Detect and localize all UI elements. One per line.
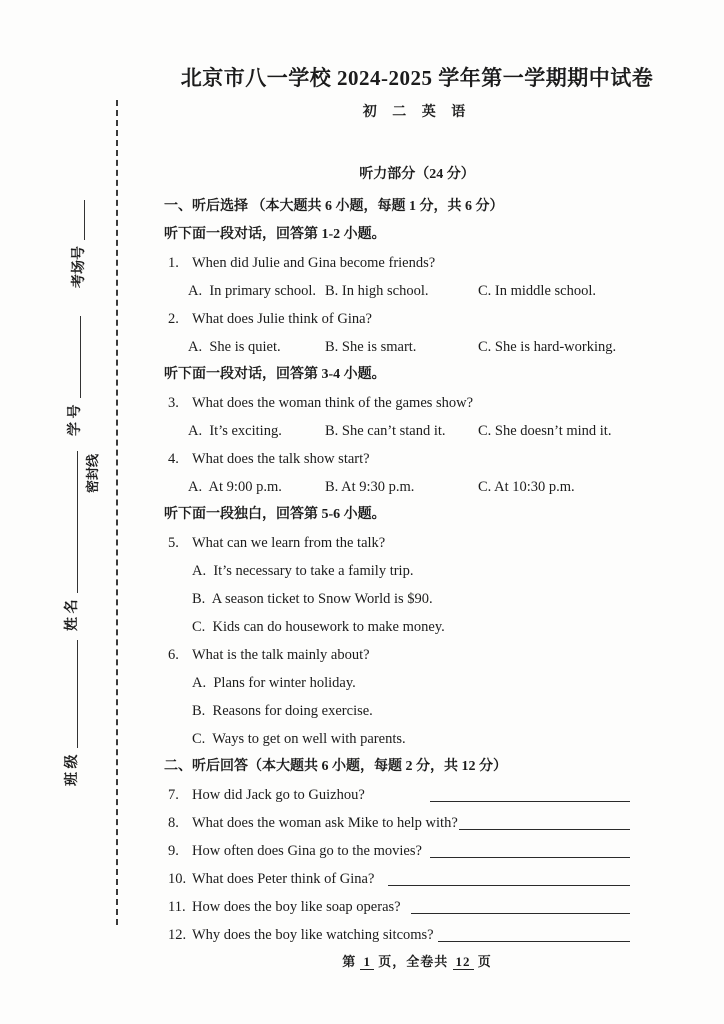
instruction: 听下面一段独白，回答第 5-6 小题。 bbox=[164, 507, 386, 522]
answer-blank-line bbox=[388, 885, 630, 886]
question-text: Why does the boy like watching sitcoms? bbox=[192, 927, 434, 943]
seal-field-blank bbox=[63, 641, 78, 749]
question-text: How did Jack go to Guizhou? bbox=[192, 787, 365, 803]
question-row bbox=[164, 781, 670, 809]
question-row bbox=[164, 865, 670, 893]
seal-field-class bbox=[43, 641, 80, 801]
question-row bbox=[164, 445, 670, 473]
question-row bbox=[164, 809, 670, 837]
seal-field-blank bbox=[66, 317, 81, 399]
page-footer bbox=[164, 951, 670, 970]
question-number: 5. bbox=[168, 535, 179, 551]
option-row: B. A season ticket to Snow World is $90. bbox=[192, 591, 433, 607]
question-row bbox=[164, 529, 670, 557]
part1-heading: 一、听后选择 （本大题共 6 小题，每题 1 分，共 6 分） bbox=[164, 199, 504, 214]
question-row bbox=[164, 249, 670, 277]
seal-field-blank bbox=[63, 452, 78, 594]
instruction: 听下面一段对话，回答第 3-4 小题。 bbox=[164, 367, 386, 382]
paper-subtitle: 初 二 英 语 bbox=[362, 105, 472, 120]
option-row bbox=[164, 277, 670, 305]
question-text: How does the boy like soap operas? bbox=[192, 899, 401, 915]
question-text: What does Julie think of Gina? bbox=[192, 311, 372, 327]
answer-blank-line bbox=[430, 857, 630, 858]
footer-text: 页，全卷共 bbox=[378, 954, 449, 969]
question-number: 10. bbox=[168, 871, 187, 887]
question-text: What is the talk mainly about? bbox=[192, 647, 370, 663]
option-c: C. In middle school. bbox=[478, 283, 597, 299]
question-row bbox=[164, 641, 670, 669]
question-text: How often does Gina go to the movies? bbox=[192, 843, 422, 859]
seal-field-name bbox=[43, 452, 80, 646]
question-number: 4. bbox=[168, 451, 179, 467]
option-a: A. In primary school. bbox=[188, 283, 317, 299]
option-a: A. She is quiet. bbox=[188, 339, 281, 355]
question-text: When did Julie and Gina become friends? bbox=[192, 255, 436, 271]
question-row bbox=[164, 305, 670, 333]
option-row: B. Reasons for doing exercise. bbox=[192, 703, 373, 719]
option-row: C. Ways to get on well with parents. bbox=[192, 731, 406, 747]
seal-field-blank bbox=[70, 200, 85, 240]
paper-body bbox=[164, 193, 670, 949]
option-a: A. At 9:00 p.m. bbox=[188, 479, 282, 495]
question-text: What does Peter think of Gina? bbox=[192, 871, 375, 887]
option-c: C. She doesn’t mind it. bbox=[478, 423, 612, 439]
option-b: B. At 9:30 p.m. bbox=[325, 479, 415, 495]
question-row bbox=[164, 921, 670, 949]
option-row: C. Kids can do housework to make money. bbox=[192, 619, 445, 635]
seal-field-label: 学 号 bbox=[68, 404, 83, 436]
question-number: 7. bbox=[168, 787, 179, 803]
option-row bbox=[164, 333, 670, 361]
option-row: A. It’s necessary to take a family trip. bbox=[192, 563, 414, 579]
footer-page-number: 1 bbox=[360, 954, 374, 970]
question-number: 11. bbox=[168, 899, 186, 915]
question-number: 12. bbox=[168, 927, 187, 943]
question-number: 8. bbox=[168, 815, 179, 831]
seal-field-student-number bbox=[46, 317, 83, 451]
seal-field-label: 考场号 bbox=[72, 246, 87, 288]
option-row bbox=[164, 417, 670, 445]
question-text: What does the woman think of the games show? bbox=[192, 395, 474, 411]
option-c: C. She is hard-working. bbox=[478, 339, 617, 355]
question-row bbox=[164, 389, 670, 417]
seal-field-label: 班 级 bbox=[65, 754, 80, 786]
question-number: 3. bbox=[168, 395, 179, 411]
option-b: B. She is smart. bbox=[325, 339, 417, 355]
option-b: B. In high school. bbox=[325, 283, 429, 299]
footer-text: 页 bbox=[477, 954, 492, 969]
footer-total-pages: 12 bbox=[453, 954, 474, 970]
answer-blank-line bbox=[411, 913, 630, 914]
option-b: B. She can’t stand it. bbox=[325, 423, 446, 439]
seal-field-label: 姓 名 bbox=[65, 599, 80, 631]
question-number: 2. bbox=[168, 311, 179, 327]
question-row bbox=[164, 837, 670, 865]
question-text: What does the woman ask Mike to help with? bbox=[192, 815, 458, 831]
question-number: 9. bbox=[168, 843, 179, 859]
option-c: C. At 10:30 p.m. bbox=[478, 479, 575, 495]
seal-line-label: 密封线 bbox=[82, 448, 104, 499]
question-text: What does the talk show start? bbox=[192, 451, 370, 467]
seal-dashed-line bbox=[116, 100, 118, 925]
question-text: What can we learn from the talk? bbox=[192, 535, 386, 551]
answer-blank-line bbox=[459, 829, 630, 830]
question-row bbox=[164, 893, 670, 921]
answer-blank-line bbox=[438, 941, 630, 942]
part2-heading: 二、听后回答（本大题共 6 小题，每题 2 分，共 12 分） bbox=[164, 759, 507, 774]
paper-title: 北京市八一学校 2024-2025 学年第一学期期中试卷 bbox=[180, 66, 654, 90]
footer-text: 第 bbox=[342, 954, 357, 969]
answer-blank-line bbox=[430, 801, 630, 802]
option-row: A. Plans for winter holiday. bbox=[192, 675, 356, 691]
option-row bbox=[164, 473, 670, 501]
instruction: 听下面一段对话，回答第 1-2 小题。 bbox=[164, 227, 386, 242]
question-number: 1. bbox=[168, 255, 179, 271]
seal-field-exam-room bbox=[50, 200, 87, 302]
listening-section-heading: 听力部分（24 分） bbox=[359, 167, 475, 182]
question-number: 6. bbox=[168, 647, 179, 663]
option-a: A. It’s exciting. bbox=[188, 423, 282, 439]
